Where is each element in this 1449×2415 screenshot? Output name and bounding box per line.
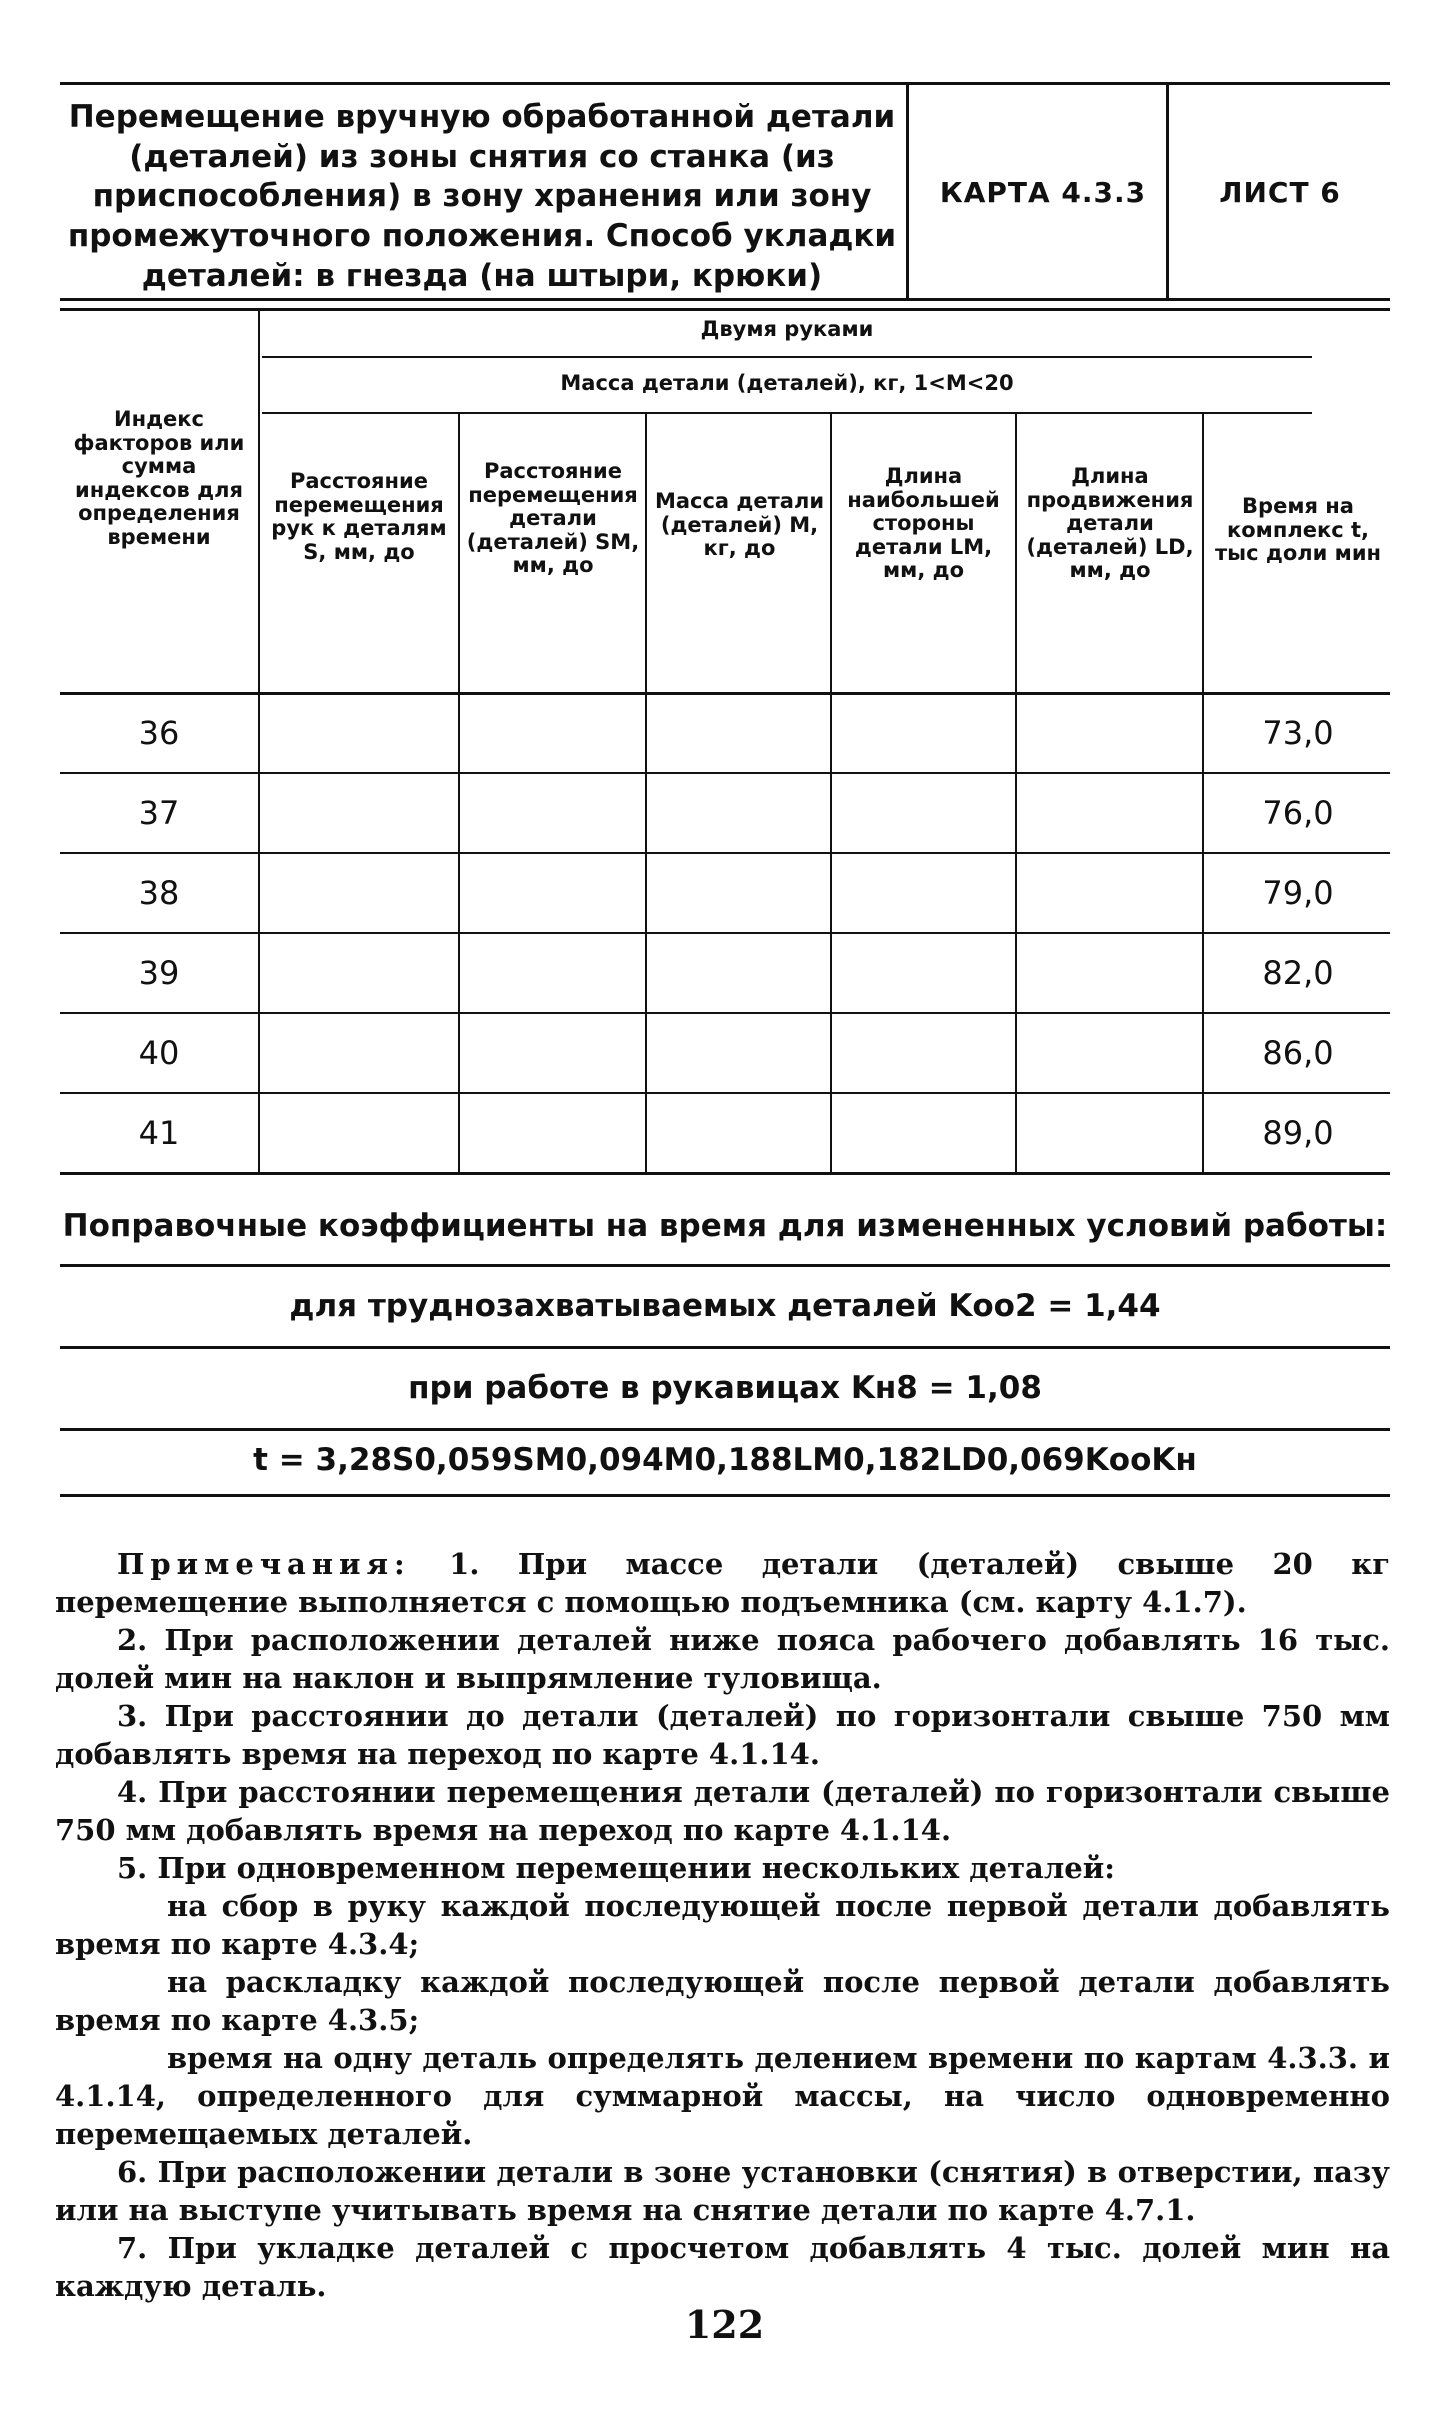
coef-rule-2: [60, 1346, 1390, 1349]
row-index: 37: [138, 794, 180, 832]
note-1: Примечания: 1. При массе детали (деталей) свыше 20 кг перемещение выполняется с помощью подъемника (см. карту 4.1.7).: [55, 1547, 1390, 1619]
row-index: 40: [138, 1034, 180, 1072]
col-header-s: Расстояние перемещения рук к деталям S, мм, до: [271, 469, 447, 564]
mass-header: Масса детали (деталей), кг, 1<М<20: [560, 371, 1014, 395]
header-bottom-rule: [60, 298, 1390, 301]
header-top-rule: [60, 82, 1390, 85]
row-time: 76,0: [1262, 794, 1334, 832]
index-header: Индекс факторов или сумма индексов для определения времени: [73, 407, 245, 549]
coef-rule-4: [60, 1494, 1390, 1497]
col-header-time: Время на комплекс t, тыс доли мин: [1214, 494, 1382, 566]
note-5: 5. При одновременном перемещении нескольких деталей:: [117, 1850, 1115, 1885]
col-rule-1: [458, 413, 460, 1174]
col-rule-0: [258, 310, 260, 1174]
col-rule-5: [1202, 413, 1204, 1174]
coef-rule-1: [60, 1264, 1390, 1267]
row-time: 73,0: [1262, 714, 1334, 752]
col-header-sm: Расстояние перемещения детали (деталей) SM, мм, до: [466, 459, 640, 578]
note-5a: на сбор в руку каждой последующей после первой детали добавлять время по карте 4.3.4;: [55, 1888, 1390, 1961]
note-3: 3. При расстоянии до детали (деталей) по горизонтали свыше 750 мм добавлять время на переход по карте 4.1.14.: [55, 1698, 1390, 1771]
mass-rule: [262, 412, 1312, 414]
time-formula: t = 3,28S0,059SM0,094M0,188LM0,182LD0,069KооKн: [253, 1442, 1197, 1478]
row-index: 38: [138, 874, 180, 912]
card-title: Перемещение вручную обработанной детали (деталей) из зоны снятия со станка (из приспособления) в зону хранения или зону промежуточного положения. Способ укладки деталей: в гнезда (на штыри, крюки): [67, 99, 897, 294]
note-5c: время на одну деталь определять делением времени по картам 4.3.3. и 4.1.14, определенного для суммарной массы, на число одновременно перемещаемых деталей.: [55, 2040, 1390, 2151]
note-4: 4. При расстоянии перемещения детали (деталей) по горизонтали свыше 750 мм добавлять время на переход по карте 4.1.14.: [55, 1774, 1390, 1847]
notes-section: [55, 1546, 1390, 2306]
col-rule-4: [1015, 413, 1017, 1174]
group-rule: [262, 356, 1312, 358]
col-header-lm: Длина наибольшей стороны детали LM, мм, до: [847, 464, 1000, 583]
group-header: Двумя руками: [700, 317, 874, 341]
row-index: 41: [138, 1114, 180, 1152]
note-5b: на раскладку каждой последующей после первой детали добавлять время по карте 4.3.5;: [55, 1964, 1390, 2037]
row-index: 36: [138, 714, 180, 752]
col-rule-2: [645, 413, 647, 1174]
coefficient-hard-grip: для труднозахватываемых деталей Kоо2 = 1,44: [289, 1288, 1161, 1324]
header-divider-1: [906, 84, 909, 299]
row-time: 89,0: [1262, 1114, 1334, 1152]
coefficients-title: Поправочные коэффициенты на время для измененных условий работы:: [62, 1208, 1388, 1244]
note-7: 7. При укладке деталей с просчетом добавлять 4 тыс. долей мин на каждую деталь.: [55, 2230, 1390, 2303]
note-6: 6. При расположении детали в зоне установки (снятия) в отверстии, пазу или на выступе учитывать время на снятие детали по карте 4.7.1.: [55, 2154, 1390, 2227]
row-time: 86,0: [1262, 1034, 1334, 1072]
col-header-ld: Длина продвижения детали (деталей) LD, мм, до: [1026, 464, 1194, 583]
card-number: КАРТА 4.3.3: [939, 176, 1147, 209]
page-number: 122: [684, 2302, 765, 2347]
notes-label: Примечания:: [117, 1547, 411, 1581]
row-time: 79,0: [1262, 874, 1334, 912]
note-2: 2. При расположении деталей ниже пояса рабочего добавлять 16 тыс. долей мин на наклон и выпрямление туловища.: [55, 1622, 1390, 1695]
sheet-number: ЛИСТ 6: [1219, 176, 1341, 209]
coefficient-gloves: при работе в рукавицах Kн8 = 1,08: [408, 1370, 1042, 1406]
row-time: 82,0: [1262, 954, 1334, 992]
row-index: 39: [138, 954, 180, 992]
col-rule-3: [830, 413, 832, 1174]
col-header-m: Масса детали (деталей) М, кг, до: [654, 489, 825, 561]
coef-rule-3: [60, 1428, 1390, 1431]
